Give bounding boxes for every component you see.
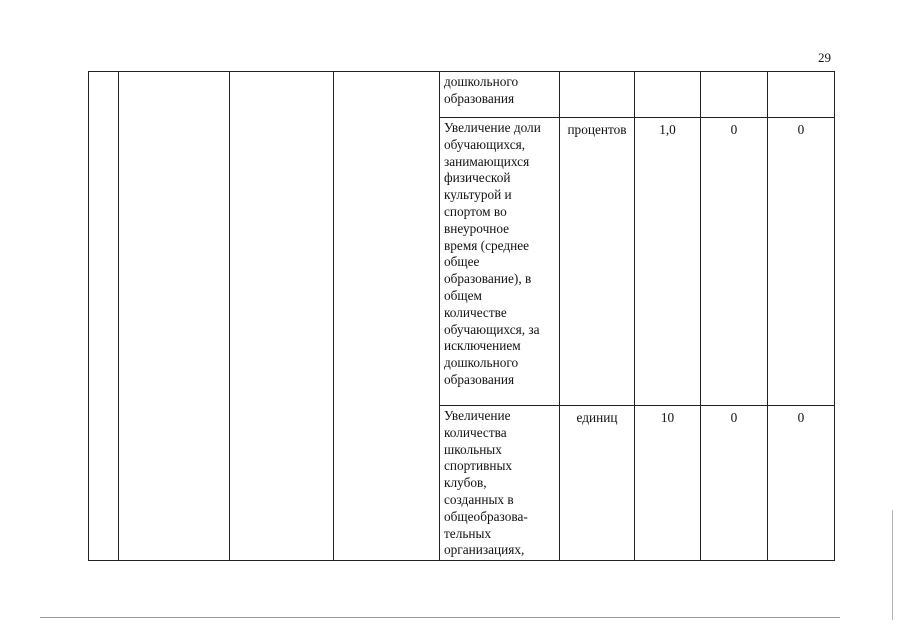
value2-text: 0 [730,410,738,425]
value3-text: 0 [797,410,805,425]
value-cell [701,406,768,561]
value2-text: 0 [730,122,738,137]
unit-cell [560,118,635,406]
indicator-cell [440,406,560,561]
table-row [89,72,835,118]
col-1-cell [89,72,119,561]
value-cell [701,72,768,118]
value1-text: 10 [660,410,675,425]
value-cell [768,118,835,406]
indicator-text: дошкольного образования [444,74,519,106]
value-cell [635,406,701,561]
unit-text: единиц [576,410,618,425]
value3-text [768,72,834,76]
col-3-cell [230,72,334,561]
value-cell [635,72,701,118]
value3-text: 0 [797,122,805,137]
indicator-text: Увеличение доли обучающихся, занимающихся физической культурой и спортом во внеурочное время (среднее общее образование), в общем количестве обучающихся, за исключением дошкольного образования [444,120,541,387]
page-number: 29 [818,50,831,65]
scan-artifact-edge [892,510,893,620]
value-cell [701,118,768,406]
col-4-cell [334,72,440,561]
unit-cell [560,72,635,118]
indicator-text: Увеличение количества школьных спортивных клубов, созданных в общеобразова- тельных организациях, [444,408,528,558]
value2-text [701,72,767,76]
indicators-table [88,71,835,561]
indicator-cell [440,72,560,118]
value-cell [768,72,835,118]
unit-text [560,72,634,76]
scan-artifact-line [40,617,840,618]
value1-text [635,72,700,76]
unit-cell [560,406,635,561]
col-2-cell [119,72,230,561]
indicator-cell [440,118,560,406]
unit-text: процентов [567,122,627,137]
value1-text: 1,0 [659,122,676,137]
value-cell [635,118,701,406]
value-cell [768,406,835,561]
